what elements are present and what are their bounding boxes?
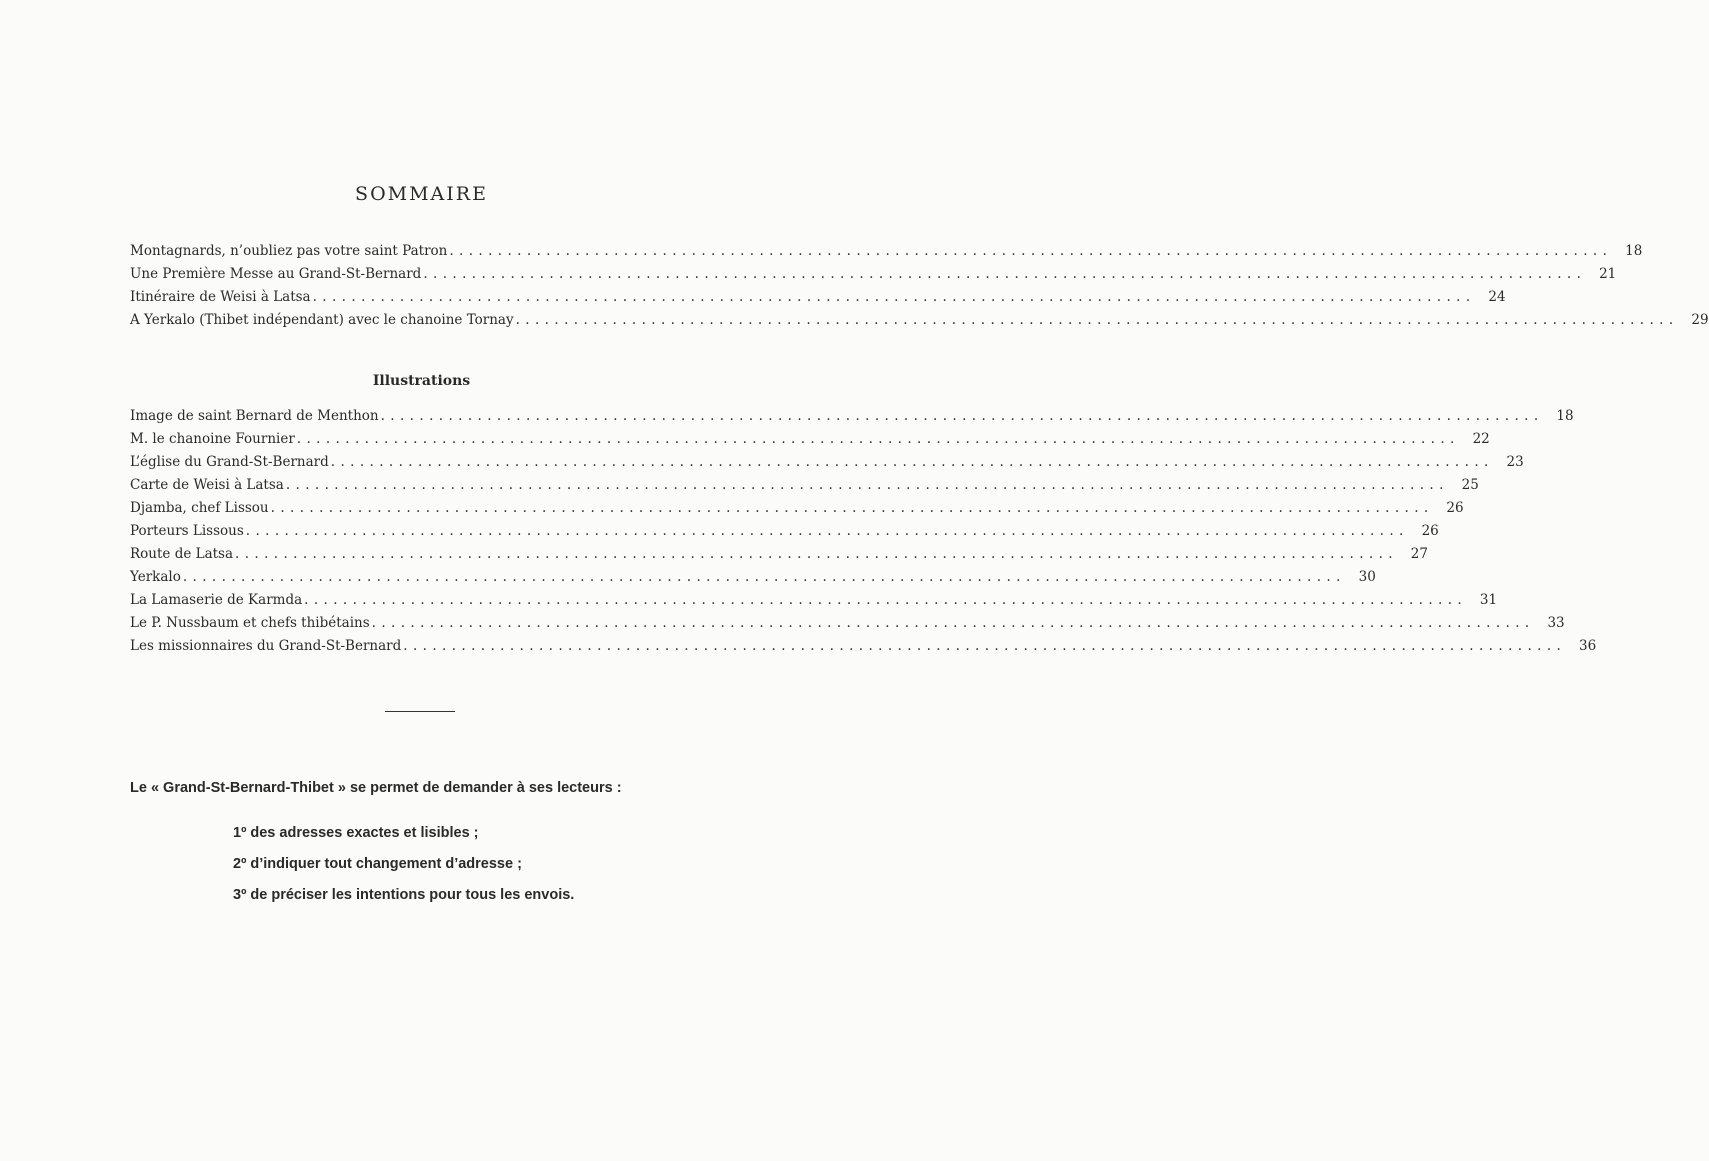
toc-leader-dots: ........................................................................................................................ [380, 408, 1544, 424]
toc-leader-dots: ........................................................................................................................ [449, 243, 1613, 259]
toc-entry-title: L’église du Grand-St-Bernard [130, 454, 329, 470]
toc-leader-dots: ........................................................................................................................ [235, 546, 1398, 562]
toc-entry-page: 18 [1556, 408, 1574, 424]
notice-list [233, 825, 574, 918]
divider-rule [385, 711, 455, 712]
toc-leader-dots: ........................................................................................................................ [371, 615, 1535, 631]
toc-leader-dots: ........................................................................................................................ [403, 638, 1567, 654]
toc-entry [130, 638, 1597, 661]
toc-leader-dots: ........................................................................................................................ [285, 477, 1449, 493]
toc-entry-title: Le P. Nussbaum et chefs thibétains [130, 615, 370, 631]
toc-entry-page: 23 [1506, 454, 1524, 470]
toc-entry-title: La Lamaserie de Karmda [130, 592, 303, 608]
sommaire-list [130, 243, 1709, 335]
toc-entry-page: 36 [1579, 638, 1597, 654]
toc-entry-page: 24 [1488, 289, 1506, 305]
illustrations-heading: Illustrations [372, 373, 471, 389]
toc-leader-dots: ........................................................................................................................ [330, 454, 1494, 470]
toc-entry-title: Une Première Messe au Grand-St-Bernard [130, 266, 422, 282]
notice-item: 2º d’indiquer tout changement d’adresse ; [233, 856, 522, 872]
notice-item: 1º des adresses exactes et lisibles ; [233, 825, 479, 841]
page-title: SOMMAIRE [355, 183, 488, 205]
toc-entry-page: 26 [1421, 523, 1439, 539]
toc-entry [130, 454, 1524, 477]
toc-leader-dots: ........................................................................................................................ [245, 523, 1409, 539]
toc-leader-dots: ........................................................................................................................ [296, 431, 1460, 447]
notice-intro: Le « Grand-St-Bernard-Thibet » se permet de demander à ses lecteurs : [130, 780, 622, 796]
toc-entry-page: 27 [1410, 546, 1428, 562]
toc-entry-title: A Yerkalo (Thibet indépendant) avec le chanoine Tornay [130, 312, 514, 328]
toc-entry [130, 243, 1643, 266]
toc-entry [130, 266, 1617, 289]
toc-entry [130, 500, 1464, 523]
toc-entry [130, 408, 1574, 431]
toc-entry [130, 312, 1709, 335]
toc-entry-page: 21 [1599, 266, 1617, 282]
toc-entry [130, 431, 1490, 454]
toc-leader-dots: ........................................................................................................................ [270, 500, 1434, 516]
toc-entry-page: 31 [1479, 592, 1498, 608]
toc-entry-title: Carte de Weisi à Latsa [130, 477, 284, 493]
toc-entry-page: 22 [1472, 431, 1490, 447]
toc-entry-title: Yerkalo [130, 569, 181, 585]
notice-item: 3º de préciser les intentions pour tous les envois. [233, 887, 575, 903]
toc-entry-page: 33 [1547, 615, 1565, 631]
toc-entry-page: 26 [1446, 500, 1464, 516]
toc-leader-dots: ........................................................................................................................ [182, 569, 1346, 585]
illustrations-list [130, 408, 1597, 661]
toc-entry [130, 289, 1506, 312]
toc-entry-title: M. le chanoine Fournier [130, 431, 295, 447]
toc-leader-dots: ........................................................................................................................ [423, 266, 1587, 282]
toc-entry-title: Djamba, chef Lissou [130, 500, 269, 516]
toc-entry-page: 30 [1358, 569, 1376, 585]
toc-entry-title: Porteurs Lissous [130, 523, 244, 539]
toc-entry-title: Montagnards, n’oubliez pas votre saint Patron [130, 243, 448, 259]
toc-entry [130, 569, 1376, 592]
toc-entry-title: Image de saint Bernard de Menthon [130, 408, 379, 424]
toc-entry [130, 523, 1439, 546]
toc-leader-dots: ........................................................................................................................ [312, 289, 1476, 305]
toc-entry [130, 592, 1498, 615]
toc-entry [130, 615, 1565, 638]
toc-entry-page: 25 [1461, 477, 1479, 493]
toc-entry [130, 477, 1479, 500]
toc-entry [130, 546, 1428, 569]
toc-entry-page: 18 [1625, 243, 1643, 259]
toc-leader-dots: ........................................................................................................................ [515, 312, 1679, 328]
toc-entry-title: Les missionnaires du Grand-St-Bernard [130, 638, 402, 654]
toc-entry-title: Route de Latsa [130, 546, 234, 562]
toc-entry-page: 29 [1691, 312, 1709, 328]
toc-entry-title: Itinéraire de Weisi à Latsa [130, 289, 311, 305]
toc-leader-dots: ........................................................................................................................ [304, 592, 1468, 608]
